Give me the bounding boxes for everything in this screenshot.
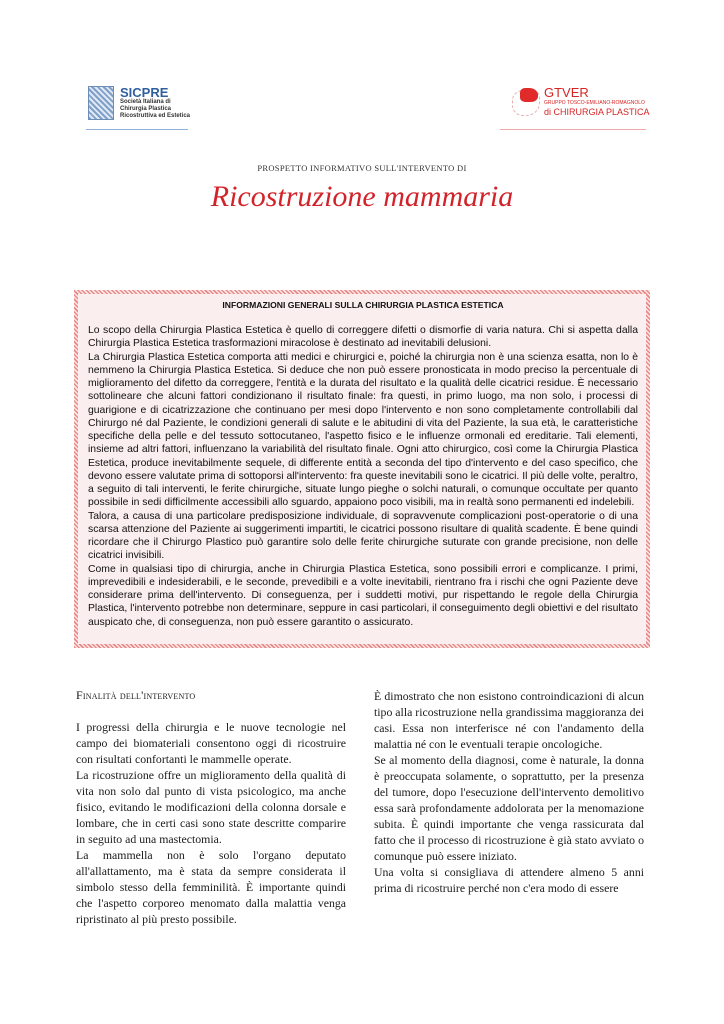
body-paragraph: Una volta si consigliava di attendere almeno 5 anni prima di ricostruire perché non c'era modo di essere — [374, 865, 644, 895]
sicpre-logo — [88, 86, 190, 120]
body-paragraph: La ricostruzione offre un miglioramento della qualità di vita non solo dal punto di vista psicologico, ma anche fisico, evitando le modificazioni della colonna dorsale e lombare, che in certi casi sono state descritte comparire in seguito ad una mastectomia. — [76, 768, 346, 846]
header-rule-right — [500, 129, 646, 130]
sicpre-title: SICPRE — [120, 85, 169, 100]
info-box-heading: INFORMAZIONI GENERALI SULLA CHIRURGIA PLASTICA ESTETICA — [222, 300, 504, 310]
italy-map-icon — [512, 86, 540, 116]
document-kicker: PROSPETTO INFORMATIVO SULL'INTERVENTO DI — [257, 163, 467, 173]
body-paragraph: È dimostrato che non esistono controindicazioni di alcun tipo alla ricostruzione nella grandissima maggioranza dei casi. Essa non interferisce né con l'andamento della malattia né con le eventuali terapie oncologiche. — [374, 689, 644, 751]
sicpre-subtitle-1: Società Italiana di — [120, 99, 171, 105]
page-title: Ricostruzione mammaria — [210, 180, 514, 213]
body-paragraph: Se al momento della diagnosi, come è naturale, la donna è preoccupata solamente, o soprattutto, per la presenza del tumore, dopo l'esecuzione dell'intervento demolitivo essa sarà profondamente addolorata per la menomazione subita. È quindi importante che venga rassicurata dal fatto che il processo di ricostruzione è già stato avviato o comunque può essere iniziato. — [374, 753, 644, 863]
gtver-title: GTVER — [544, 85, 589, 100]
sicpre-emblem-icon — [88, 86, 114, 120]
right-column — [374, 688, 644, 896]
gtver-prefix: di — [544, 107, 552, 117]
sicpre-subtitle-3: Ricostruttiva ed Estetica — [120, 113, 191, 119]
body-paragraph: I progressi della chirurgia e le nuove tecnologie nel campo dei biomateriali consentono oggi di ricostruire con risultati confortanti le mammelle operate. — [76, 720, 346, 766]
info-box — [74, 290, 650, 648]
gtver-logo — [512, 86, 650, 118]
sicpre-subtitle-2: Chirurgia Plastica — [120, 106, 172, 112]
info-paragraph: Lo scopo della Chirurgia Plastica Estetica è quello di correggere difetti o dismorfie di varia natura. Chi si aspetta dalla Chirurgia Plastica Estetica trasformazioni miracolose è destinato ad inevitabili delusioni. — [88, 325, 638, 350]
info-paragraph: Talora, a causa di una particolare predisposizione individuale, di sopravvenute complicazioni post-operatorie o di una scarsa attenzione del Paziente ai suggerimenti impartiti, le cicatrici possono risultare di qualità scadente. È bene quindi ricordare che il Chirurgo Plastico può garantire solo delle ferite chirurgiche suturate con grande precisione, non delle cicatrici invisibili. — [88, 510, 638, 562]
gtver-main: CHIRURGIA PLASTICA — [553, 107, 650, 117]
body-paragraph: La mammella non è solo l'organo deputato all'allattamento, ma è stata da sempre considerata il simbolo stesso della femminilità. È importante quindi che l'aspetto corporeo menomato dalla malattia venga ripristinato al più presto possibile. — [76, 848, 346, 926]
header-rule-left — [86, 129, 188, 130]
gtver-subtitle: GRUPPO TOSCO-EMILIANO-ROMAGNOLO — [544, 100, 645, 106]
section-heading: Finalità dell'intervento — [76, 688, 196, 702]
left-column — [76, 687, 346, 927]
info-paragraph: Come in qualsiasi tipo di chirurgia, anche in Chirurgia Plastica Estetica, sono possibili errori e complicanze. I primi, imprevedibili e indesiderabili, e le seconde, prevedibili e a volte inevitabili, rientrano fra i rischi che ogni Paziente deve considerare prima dell'intervento. Di conseguenza, per i suddetti motivi, pur rispettando le regole della Chirurgia Plastica, l'intervento potrebbe non determinare, seppure in casi particolari, il conseguimento degli obiettivi e del risultato auspicato che, di conseguenza, non può essere garantito o assicurato. — [88, 563, 638, 628]
info-paragraph: La Chirurgia Plastica Estetica comporta atti medici e chirurgici e, poiché la chirurgia non è una scienza esatta, non lo è nemmeno la Chirurgia Plastica Estetica. Si deduce che non può essere pronosticata in modo preciso la percentuale di miglioramento del difetto da correggere, l'entità e la durata del risultato e la qualità delle cicatrici residue. È necessario sottolineare che alcuni fattori condizionano il risultato finale: fra questi, in primo luogo, ma non solo, i processi di guarigione e di cicatrizzazione che continuano per mesi dopo l'intervento e non sono completamente controllabili dal Chirurgo né dal Paziente, le condizioni generali di salute e le abitudini di vita del Paziente, la sua età, le caratteristiche specifiche della pelle e del tessuto sottocutaneo, l'aspetto fisico e le influenze ormonali ed ereditarie. Tali elementi, insieme ad altri fattori, influenzano la variabilità del risultato finale. Ogni atto chirurgico, così come la Chirurgia Plastica Estetica, produce inevitabilmente sequele, di differente entità a seconda del tipo d'intervento e del caso specifico, che devono essere valutate prima di sottoporsi all'intervento: fra queste inevitabili sono le cicatrici. Il più delle volte, peraltro, a seguito di tali interventi, le ferite chirurgiche, situate lungo pieghe o solchi naturali, o comunque occultate per quanto possibile in sedi difficilmente accessibili allo sguardo, appaiono poco visibili, ma in realtà sono permanenti ed indelebili. — [88, 351, 638, 509]
